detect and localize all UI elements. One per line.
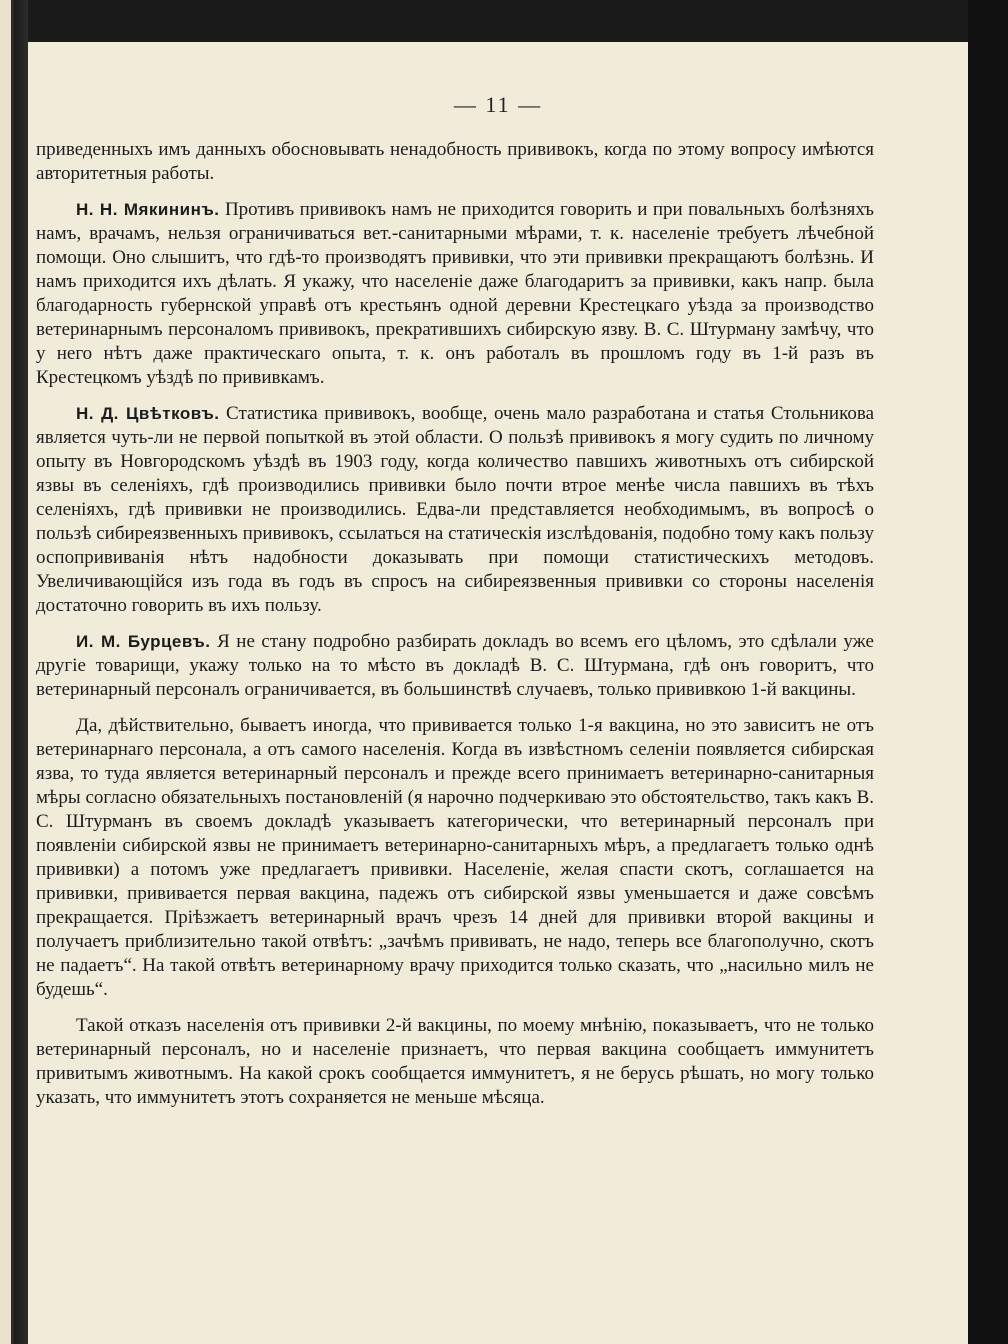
paragraph: [36, 714, 874, 1002]
paragraph-text: приведенныхъ имъ данныхъ обосновывать ненадобность прививокъ, когда по этому вопросу имѣются авторитетныя работы.: [36, 139, 874, 184]
document-page: [28, 42, 968, 1344]
body-text: [36, 138, 874, 1122]
page-number: — 11 —: [453, 92, 543, 117]
paragraph-text: Противъ прививокъ намъ не приходится говорить и при повальныхъ болѣзняхъ намъ, врачамъ, нельзя ограничиваться вет.-санитарными мѣрами, т. к. населеніе требуетъ лѣчебной помощи. Оно слышитъ, что гдѣ-то производятъ прививки, что эти прививки прекращаютъ болѣзнь. И намъ приходится ихъ дѣлать. Я укажу, что населеніе даже благодаритъ за прививки, какъ напр. была благодарность губернской управѣ отъ крестьянъ одной деревни Крестецкаго уѣзда за производство ветеринарнымъ персоналомъ прививокъ, прекратившихъ сибирскую язву. В. С. Штурману замѣчу, что у него нѣтъ даже практическаго опыта, т. к. онъ работалъ въ прошломъ году въ 1-й разъ въ Крестецкомъ уѣздѣ по прививкамъ.: [36, 199, 875, 388]
paragraph: [36, 198, 874, 390]
paragraph: [36, 1014, 874, 1110]
paragraph-text: Такой отказъ населенія отъ прививки 2-й вакцины, по моему мнѣнію, показываетъ, что не только ветеринарный персоналъ, но и населеніе признаетъ, что первая вакцина сообщаетъ иммунитетъ привитымъ животнымъ. На какой срокъ сообщается иммунитетъ, я не берусь рѣшать, но могу только указать, что иммунитетъ этотъ сохраняется не меньше мѣсяца.: [36, 1015, 874, 1108]
adjacent-page-edge: [0, 0, 14, 1344]
paragraph-text: Я не стану подробно разбирать докладъ во всемъ его цѣломъ, это сдѣлали уже другіе товарищи, укажу только на то мѣсто въ докладѣ В. С. Штурмана, гдѣ онъ говоритъ, что ветеринарный персоналъ ограничивается, въ большинствѣ случаевъ, только прививкою 1-й вакцины.: [36, 631, 874, 700]
scan-border: [968, 0, 1008, 1344]
speaker-name: Н. Н. Мякининъ.: [76, 200, 220, 219]
speaker-name: И. М. Бурцевъ.: [76, 632, 211, 651]
binding-shadow: [14, 0, 28, 1344]
paragraph: [36, 138, 874, 186]
paragraph-text: Статистика прививокъ, вообще, очень мало разработана и статья Стольникова является чуть-ли не первой попыткой въ этой области. О пользѣ прививокъ я могу судить по личному опыту въ Новгородскомъ уѣздѣ въ 1903 году, когда количество павшихъ животныхъ отъ сибирской язвы въ селеніяхъ, гдѣ производились прививки было почти втрое менѣе числа павшихъ въ тѣхъ селеніяхъ, гдѣ прививки не производились. Едва-ли представляется необходимымъ, въ вопросѣ о пользѣ сибиреязвенныхъ прививокъ, ссылаться на статическія изслѣдованія, подобно тому какъ пользу оспопрививанія нѣтъ надобности доказывать при помощи статистическихъ методовъ. Увеличивающійся изъ года въ годъ въ спросъ на сибиреязвенныя прививки со стороны населенія достаточно говорить въ ихъ пользу.: [36, 403, 875, 616]
paragraph-text: Да, дѣйствительно, бываетъ иногда, что прививается только 1-я вакцина, но это зависитъ не отъ ветеринарнаго персонала, а отъ самого населенія. Когда въ извѣстномъ селеніи появляется сибирская язва, то туда является ветеринарный персоналъ и прежде всего принимаетъ ветеринарно-санитарныя мѣры согласно обязательныхъ постановленій (я нарочно подчеркиваю это обстоятельство, такъ какъ В. С. Штурманъ въ своемъ докладѣ указываетъ категорически, что ветеринарный персоналъ при появленіи сибирской язвы не принимаетъ ветеринарно-санитарныхъ мѣръ, а предлагаетъ только однѣ прививки) а потомъ уже предлагаетъ прививки. Населеніе, желая спасти скотъ, соглашается на прививки, прививается первая вакцина, падежъ отъ сибирской язвы уменьшается и даже совсѣмъ прекращается. Пріѣзжаетъ ветеринарный врачъ чрезъ 14 дней для прививки второй вакцины и получаетъ приблизительно такой отвѣтъ: „зачѣмъ прививать, не надо, теперь все благополучно, скотъ не падаетъ“. На такой отвѣтъ ветеринарному врачу приходится только сказать, что „насильно милъ не будешь“.: [36, 715, 874, 1000]
paragraph: [36, 402, 874, 618]
paragraph: [36, 630, 874, 702]
speaker-name: Н. Д. Цвѣтковъ.: [76, 404, 220, 423]
